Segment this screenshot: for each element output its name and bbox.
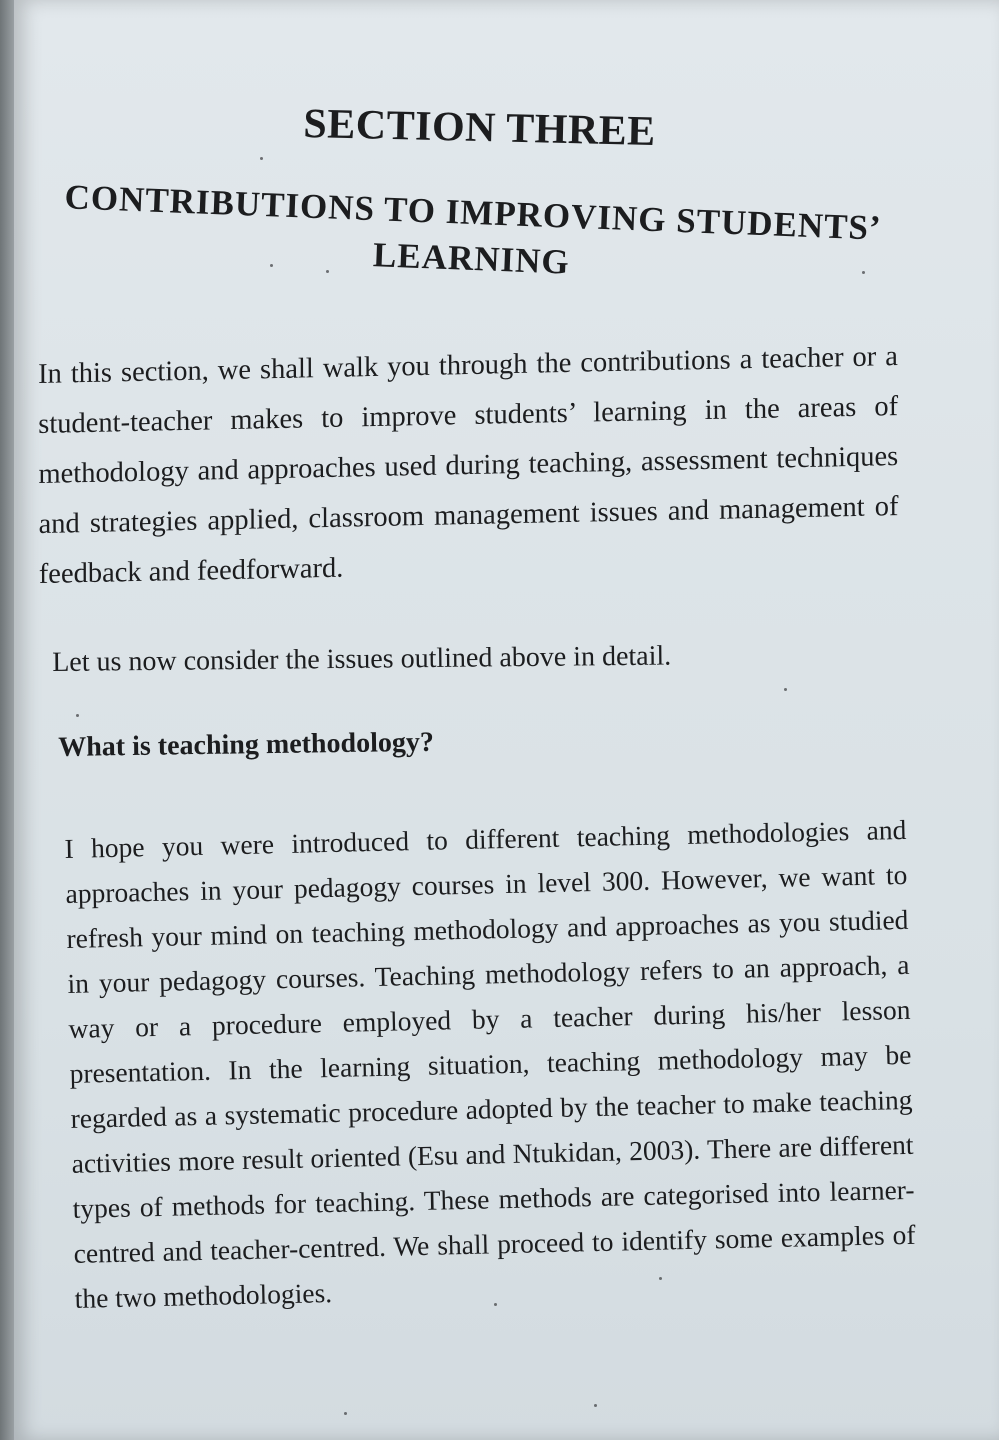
print-speck [659,1277,662,1280]
intro-paragraph: In this section, we shall walk you through the contributions a teacher or a student-teacher makes to improve students’ learning in the areas of methodology and approaches used during teaching, assessment techniques and strategies applied, classroom management issues and management of feedback and feedforward. [38,340,899,591]
print-speck [594,1404,597,1407]
print-speck [494,1303,497,1306]
book-spine-edge [0,0,14,1440]
subheading: What is teaching methodology? [58,726,435,763]
print-speck [260,157,263,160]
print-speck [784,688,787,691]
print-speck [326,270,329,273]
section-title: SECTION THREE [302,100,657,155]
print-speck [344,1412,347,1415]
print-speck [270,264,273,267]
body-paragraph: I hope you were introduced to different teaching methodologies and approaches in your pedagogy courses in level 300. However, we want to refresh your mind on teaching methodology and approaches as you studied in your pedagogy courses. Teaching methodology refers to an approach, a way or a procedure employed by a teacher during his/her lesson presentation. In the learning situation, teaching methodology may be regarded as a systematic procedure adopted by the teacher to make teaching activities more result oriented (Esu and Ntukidan, 2003). There are different types of methods for teaching. These methods are categorised into learner-centred and teacher-centred. We shall proceed to identify some examples of the two methodologies. [64,813,916,1314]
print-speck [862,271,865,274]
transition-paragraph: Let us now consider the issues outlined above in detail. [52,640,672,678]
book-page [14,0,999,1440]
chapter-title: CONTRIBUTIONS TO IMPROVING STUDENTS’ LEARNING [63,177,883,282]
print-speck [76,714,79,717]
